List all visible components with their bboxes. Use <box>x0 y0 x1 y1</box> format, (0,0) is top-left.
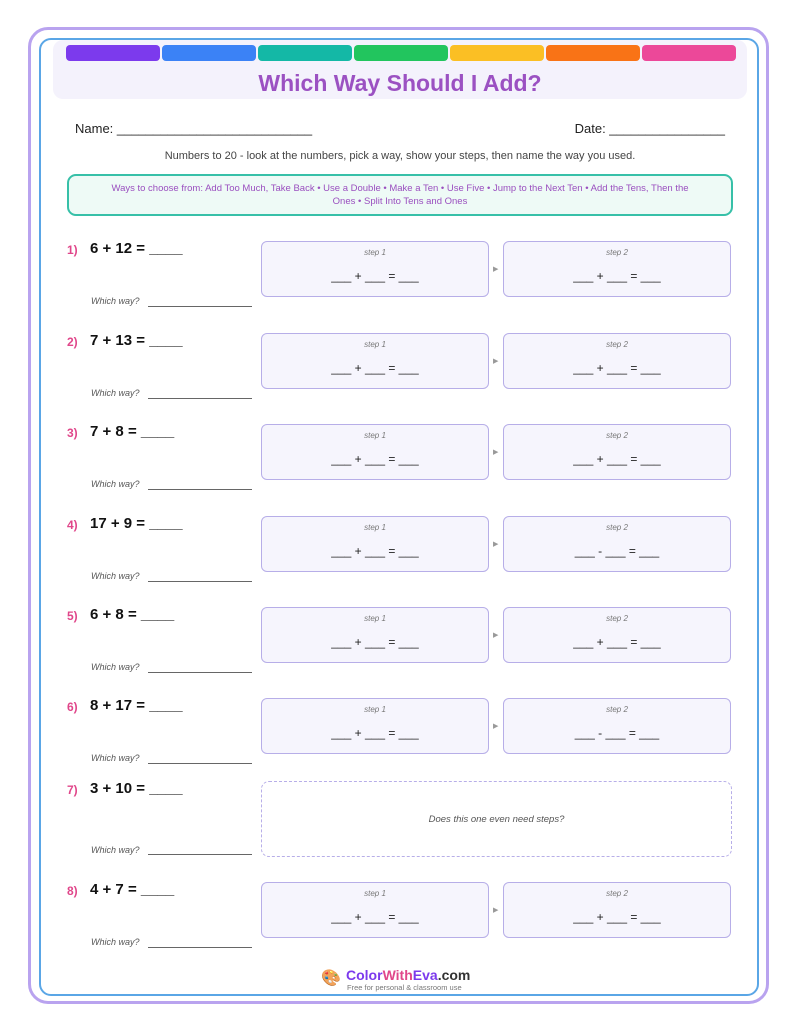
arrow-right-icon: ▶ <box>493 358 499 365</box>
problem-expression: 17 + 9 = ____ <box>90 515 183 532</box>
problem-row <box>0 882 800 962</box>
step1-label: step 1 <box>364 431 386 440</box>
which-way-label: Which way? <box>91 937 140 947</box>
brand-color: Color <box>346 967 383 983</box>
step1-equation: ___ + ___ = ___ <box>331 635 419 649</box>
step2-box[interactable] <box>503 333 731 389</box>
problem-row <box>0 781 800 861</box>
step1-label: step 1 <box>364 614 386 623</box>
palette-icon: 🎨 <box>321 970 341 987</box>
arrow-right-icon: ▶ <box>493 723 499 730</box>
which-way-answer-line[interactable] <box>148 672 252 673</box>
arrow-right-icon: ▶ <box>493 632 499 639</box>
free-response-box[interactable] <box>261 781 732 857</box>
step2-label: step 2 <box>606 248 628 257</box>
problem-number: 3) <box>67 426 78 440</box>
step2-equation: ___ - ___ = ___ <box>574 726 660 740</box>
brand-with: With <box>382 967 413 983</box>
problem-row <box>0 516 800 596</box>
step1-box[interactable] <box>261 698 489 754</box>
step1-box[interactable] <box>261 516 489 572</box>
step1-equation: ___ + ___ = ___ <box>331 361 419 375</box>
step1-box[interactable] <box>261 882 489 938</box>
which-way-label: Which way? <box>91 388 140 398</box>
which-way-answer-line[interactable] <box>148 763 252 764</box>
step1-box[interactable] <box>261 333 489 389</box>
step1-box[interactable] <box>261 241 489 297</box>
arrow-right-icon: ▶ <box>493 449 499 456</box>
problem-row <box>0 333 800 413</box>
step1-box[interactable] <box>261 424 489 480</box>
problem-expression: 6 + 12 = ____ <box>90 240 183 257</box>
problem-expression: 6 + 8 = ____ <box>90 606 175 623</box>
which-way-label: Which way? <box>91 571 140 581</box>
brand-logo[interactable] <box>346 967 470 983</box>
brand-com: .com <box>437 967 471 983</box>
arrow-right-icon: ▶ <box>493 266 499 273</box>
tagline: Free for personal & classroom use <box>347 983 462 992</box>
problem-expression: 7 + 13 = ____ <box>90 332 183 349</box>
header-stripe <box>450 45 544 61</box>
step1-label: step 1 <box>364 248 386 257</box>
step1-equation: ___ + ___ = ___ <box>331 544 419 558</box>
color-stripes <box>66 45 736 61</box>
problem-number: 6) <box>67 700 78 714</box>
ways-text: Ways to choose from: Add Too Much, Take Back • Use a Double • Make a Ten • Use Five • Jump to the Next Ten • Add the Tens, Then the Ones • Split Into Tens and Ones <box>111 183 689 207</box>
problem-number: 4) <box>67 518 78 532</box>
problem-number: 2) <box>67 335 78 349</box>
problem-row <box>0 424 800 504</box>
which-way-answer-line[interactable] <box>148 581 252 582</box>
step1-equation: ___ + ___ = ___ <box>331 910 419 924</box>
step2-equation: ___ + ___ = ___ <box>573 910 661 924</box>
free-response-prompt: Does this one even need steps? <box>428 814 565 825</box>
which-way-answer-line[interactable] <box>148 489 252 490</box>
ways-box <box>67 174 733 216</box>
header-stripe <box>354 45 448 61</box>
arrow-right-icon: ▶ <box>493 907 499 914</box>
problem-expression: 4 + 7 = ____ <box>90 881 175 898</box>
step2-box[interactable] <box>503 516 731 572</box>
problem-expression: 8 + 17 = ____ <box>90 697 183 714</box>
step2-box[interactable] <box>503 424 731 480</box>
problem-number: 7) <box>67 783 78 797</box>
problem-number: 8) <box>67 884 78 898</box>
step1-box[interactable] <box>261 607 489 663</box>
page-title: Which Way Should I Add? <box>258 70 542 96</box>
which-way-label: Which way? <box>91 479 140 489</box>
step2-box[interactable] <box>503 882 731 938</box>
step1-label: step 1 <box>364 889 386 898</box>
step2-label: step 2 <box>606 431 628 440</box>
which-way-answer-line[interactable] <box>148 947 252 948</box>
problem-expression: 7 + 8 = ____ <box>90 423 175 440</box>
header-stripe <box>642 45 736 61</box>
which-way-label: Which way? <box>91 845 140 855</box>
step1-equation: ___ + ___ = ___ <box>331 726 419 740</box>
step2-equation: ___ + ___ = ___ <box>573 635 661 649</box>
step2-box[interactable] <box>503 607 731 663</box>
header-stripe <box>546 45 640 61</box>
step2-label: step 2 <box>606 889 628 898</box>
instructions: Numbers to 20 - look at the numbers, pick a way, show your steps, then name the way you used. <box>164 150 636 162</box>
step2-equation: ___ + ___ = ___ <box>573 361 661 375</box>
step2-equation: ___ + ___ = ___ <box>573 452 661 466</box>
step1-label: step 1 <box>364 523 386 532</box>
step2-label: step 2 <box>606 523 628 532</box>
step2-label: step 2 <box>606 340 628 349</box>
which-way-answer-line[interactable] <box>148 854 252 855</box>
step2-box[interactable] <box>503 241 731 297</box>
step2-box[interactable] <box>503 698 731 754</box>
step1-equation: ___ + ___ = ___ <box>331 269 419 283</box>
which-way-answer-line[interactable] <box>148 306 252 307</box>
header-stripe <box>66 45 160 61</box>
step2-equation: ___ + ___ = ___ <box>573 269 661 283</box>
step1-equation: ___ + ___ = ___ <box>331 452 419 466</box>
problem-row <box>0 607 800 687</box>
problem-number: 5) <box>67 609 78 623</box>
header-stripe <box>162 45 256 61</box>
problem-row <box>0 698 800 778</box>
step2-label: step 2 <box>606 705 628 714</box>
which-way-answer-line[interactable] <box>148 398 252 399</box>
date-field[interactable]: Date: ________________ <box>574 121 725 136</box>
which-way-label: Which way? <box>91 662 140 672</box>
problem-number: 1) <box>67 243 78 257</box>
arrow-right-icon: ▶ <box>493 541 499 548</box>
problem-expression: 3 + 10 = ____ <box>90 780 183 797</box>
step1-label: step 1 <box>364 705 386 714</box>
brand-eva: Eva <box>412 967 438 983</box>
step2-label: step 2 <box>606 614 628 623</box>
problem-row <box>0 241 800 321</box>
step2-equation: ___ - ___ = ___ <box>574 544 660 558</box>
step1-label: step 1 <box>364 340 386 349</box>
which-way-label: Which way? <box>91 753 140 763</box>
header-stripe <box>258 45 352 61</box>
which-way-label: Which way? <box>91 296 140 306</box>
name-field[interactable]: Name: ___________________________ <box>75 121 313 136</box>
